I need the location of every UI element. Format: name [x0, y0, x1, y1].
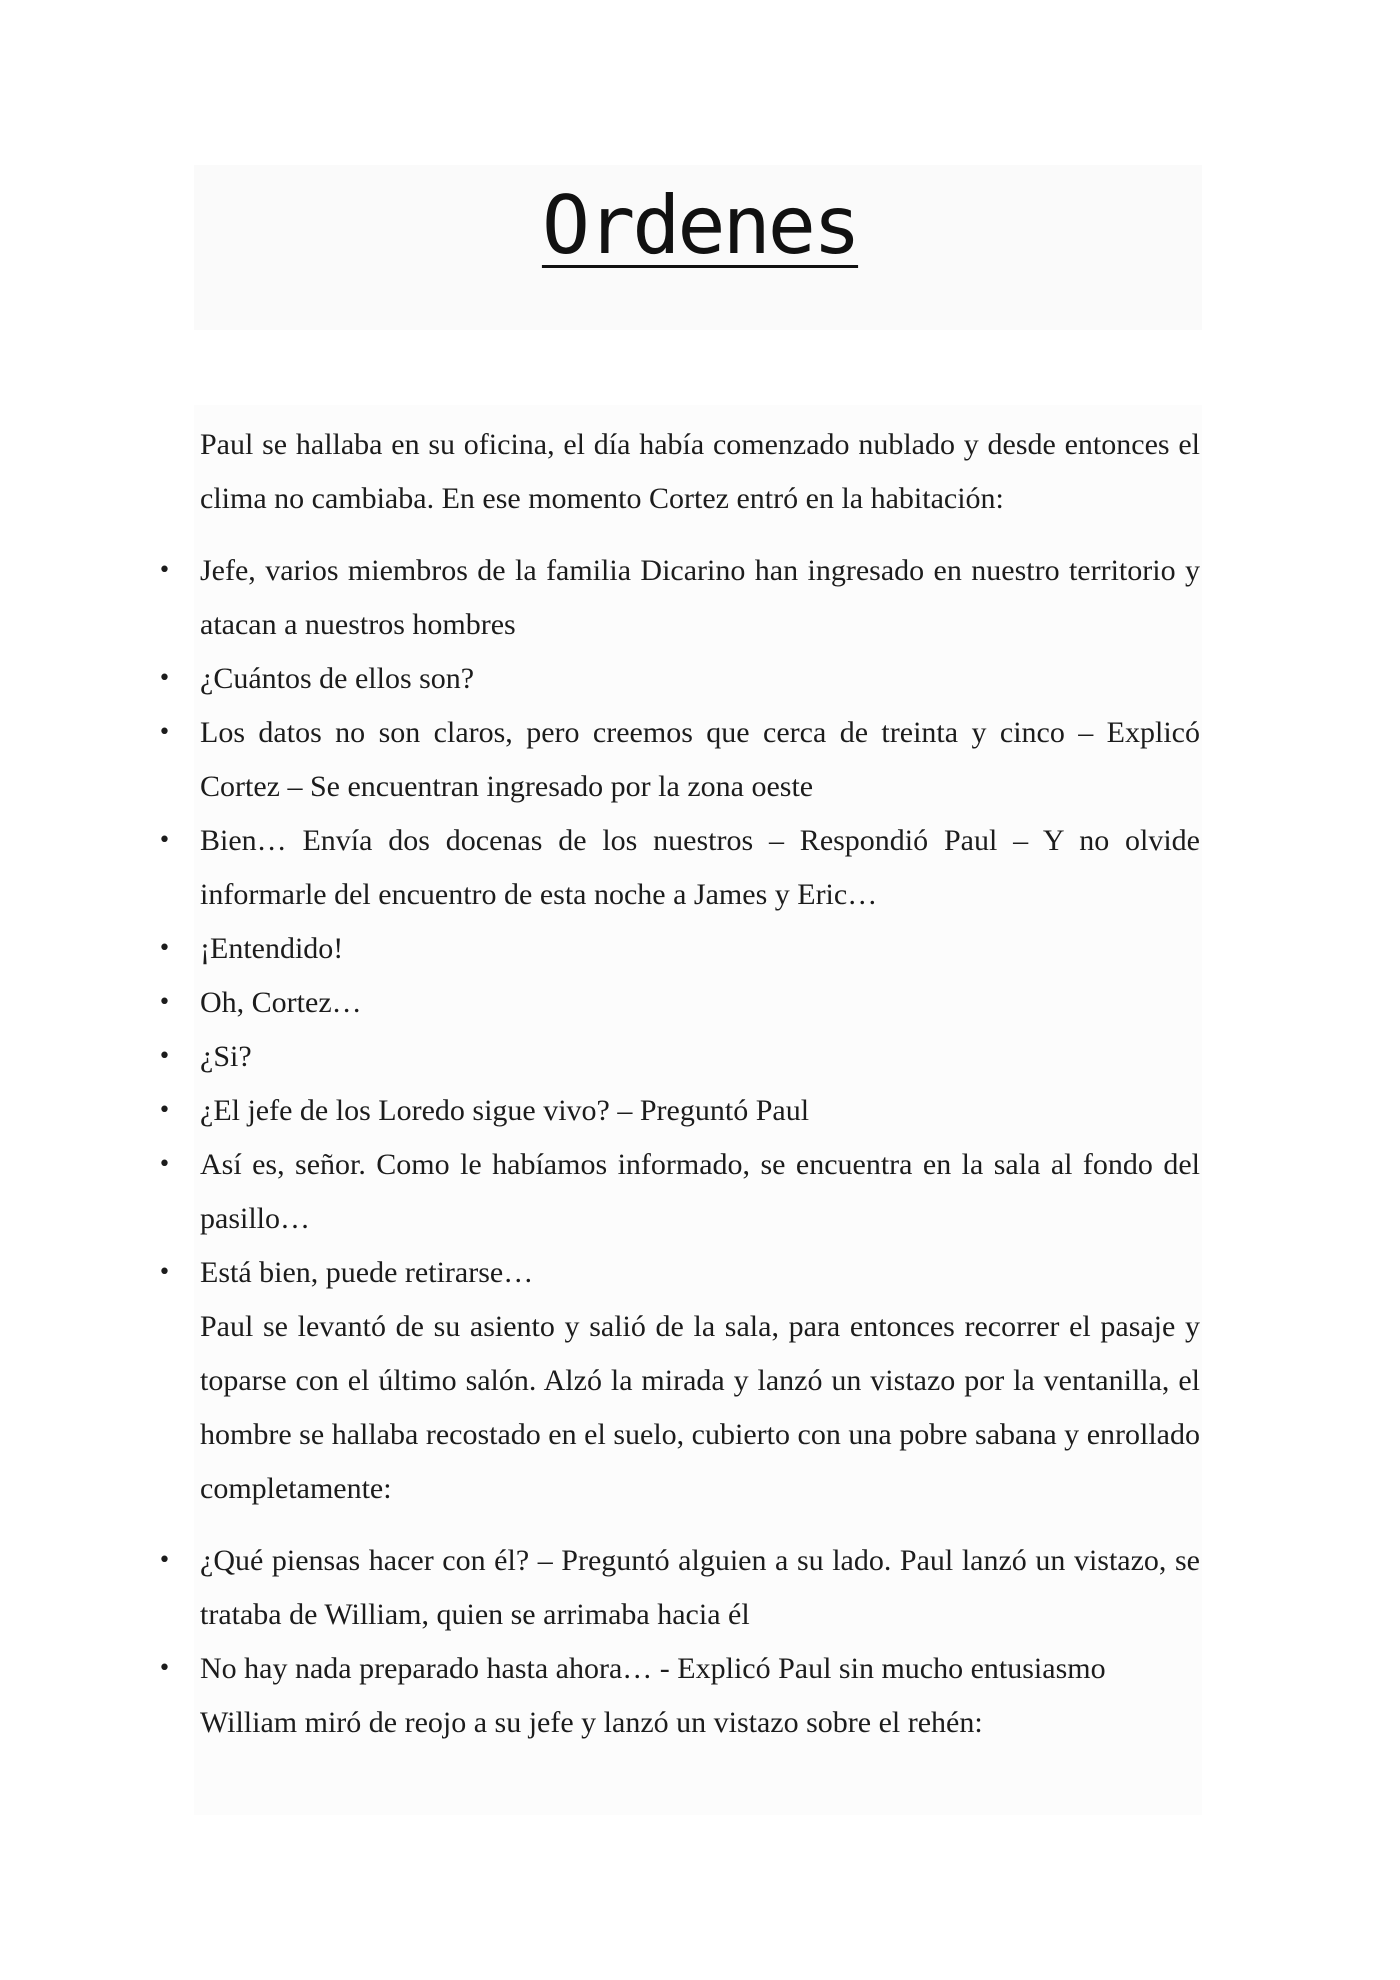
dialog-line: • ¿Qué piensas hacer con él? – Preguntó alguien a su lado. Paul lanzó un vistazo, se trataba de William, quien se arrimaba hacia él: [200, 1534, 1200, 1642]
dialog-line: • ¿Si?: [200, 1030, 1200, 1084]
paragraph-intro: Paul se hallaba en su oficina, el día había comenzado nublado y desde entonces el clima no cambiaba. En ese momento Cortez entró en la habitación:: [200, 428, 1200, 515]
document-title: Ordenes: [541, 179, 859, 272]
dialog-line: • Está bien, puede retirarse…: [200, 1246, 1200, 1300]
paragraph-closing: William miró de reojo a su jefe y lanzó un vistazo sobre el rehén:: [200, 1706, 983, 1739]
dialog-line: • ¡Entendido!: [200, 922, 1200, 976]
dialog-list-2: [200, 1534, 1200, 1696]
dialog-line: • Jefe, varios miembros de la familia Dicarino han ingresado en nuestro territorio y atacan a nuestros hombres: [200, 544, 1200, 652]
dialog-line: • ¿Cuántos de ellos son?: [200, 652, 1200, 706]
document-body: [200, 418, 1200, 1750]
dialog-line: • Así es, señor. Como le habíamos informado, se encuentra en la sala al fondo del pasillo…: [200, 1138, 1200, 1246]
dialog-line: • No hay nada preparado hasta ahora… - Explicó Paul sin mucho entusiasmo: [200, 1642, 1200, 1696]
dialog-line: • Bien… Envía dos docenas de los nuestros – Respondió Paul – Y no olvide informarle del encuentro de esta noche a James y Eric…: [200, 814, 1200, 922]
paragraph-hallway: Paul se levantó de su asiento y salió de la sala, para entonces recorrer el pasaje y toparse con el último salón. Alzó la mirada y lanzó un vistazo por la ventanilla, el hombre se hallaba recostado en el suelo, cubierto con una pobre sabana y enrollado completamente:: [200, 1310, 1200, 1505]
dialog-list-1: [200, 544, 1200, 1300]
dialog-line: • Los datos no son claros, pero creemos que cerca de treinta y cinco – Explicó Cortez – Se encuentran ingresado por la zona oeste: [200, 706, 1200, 814]
dialog-line: • Oh, Cortez…: [200, 976, 1200, 1030]
dialog-line: • ¿El jefe de los Loredo sigue vivo? – Preguntó Paul: [200, 1084, 1200, 1138]
